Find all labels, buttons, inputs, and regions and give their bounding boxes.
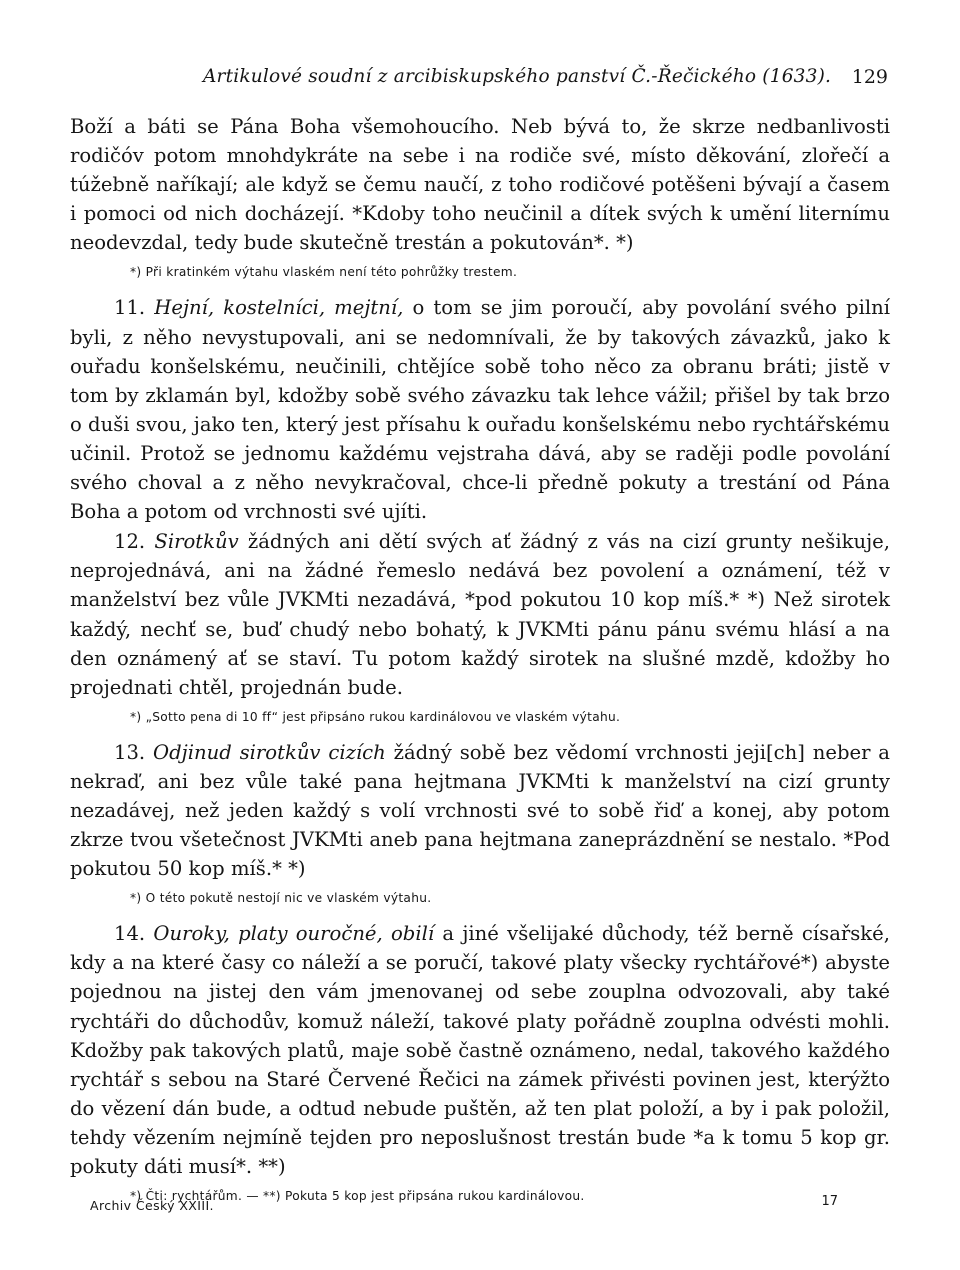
article-11: [70, 293, 890, 526]
article-text: o tom se jim poroučí, aby povolání svého pilní byli, z něho nevystupovali, ani se nedomnívali, že by takových závazků, jako k ouřadu konšelskému, neučinili, chtějíce sobě toho něco za obranu bráti; jistě v tom by zklamán byl, kdožby sobě svého závazku tak lehce vážil; přišel by tak brzo o duši svou, jako ten, který jest přísahu k ouřadu konšelskému nebo rychtářskému učinil. Protož se jednomu každému vejstraha dává, aby se raději podle povolání svého choval a z něho nevykračoval, chce-li předně pokuty a trestání od Pána Boha a potom od vrchnosti své ujíti.: [70, 296, 890, 524]
article-number: 14.: [114, 922, 146, 946]
article-number: 12.: [114, 530, 146, 554]
footnote: *) O této pokutě nestojí nic ve vlaském výtahu.: [130, 891, 432, 906]
article-heading: Ouroky, platy ouročné, obilí: [153, 922, 435, 946]
article-text: a jiné všelijaké důchody, též berně císařské, kdy a na které časy co náleží a se poručí, takové platy všecky rychtářové*) abyste pojednou na jistej den vám jmenovanej od sebe zouplna odvozovali, aby také rychtáři do důchodův, komuž náleží, takové platy pořádně zouplna odvésti mohli. Kdožby pak takových platů, maje sobě častně oznámeno, nedal, takového každého rychtář s sebou na Staré Červené Řečici na zámek přivésti povinen jest, kterýžto do vězení dán bude, a odtud nebude puštěn, až ten plat položí, a by i pak položil, tehdy vězením nejmíně tejden pro neposlušnost trestán bude *a k tomu 5 kop gr. pokuty dáti musí*. **): [70, 922, 890, 1178]
article-heading: Sirotkův: [154, 530, 239, 554]
page-number: 129: [851, 66, 888, 88]
article-number: 11.: [114, 296, 146, 320]
article-number: 13.: [114, 740, 146, 764]
sheet-signature: Archiv Český XXIII.: [90, 1198, 214, 1213]
article-text: žádných ani dětí svých ať žádný z vás na cizí grunty nešikuje, neprojednává, ani na žádné řemeslo nedává bez povolení a oznámení, též v manželství bez vůle JVKMti nezadává, *pod pokutou 10 kop míš.* *) Než sirotek každý, nechť se, buď chudý nebo bohatý, k JVKMti pánu pánu svému hlásí a na den oznámený ať se staví. Tu potom každý sirotek na slušné mzdě, kdožby ho projednati chtěl, projednán bude.: [70, 530, 890, 699]
article-text: žádný sobě bez vědomí vrchnosti jeji[ch] neber a nekraď, ani bez vůle také pana hejtmana JVKMti k manželství na cizí grunty nezadávej, než jeden každý s volí vrchnosti své to sobě řiď a konej, aby potom zkrze tvou všetečnost JVKMti aneb pana hejtmana zaneprázdnění se nestalo. *Pod pokutou 50 kop míš.* *): [70, 740, 890, 881]
article-heading: Odjinud sirotkův cizích: [153, 740, 386, 764]
article-heading: Hejní, kostelníci, mejtní,: [154, 296, 404, 320]
article-12: [70, 527, 890, 702]
page-header: [70, 66, 890, 100]
footnote: *) Při kratinkém výtahu vlaském není této pohrůžky trestem.: [130, 265, 518, 280]
footnote: *) „Sotto pena di 10 ff“ jest připsáno rukou kardinálovou ve vlaském výtahu.: [130, 709, 621, 724]
sheet-number: 17: [821, 1194, 838, 1209]
body-text: [70, 112, 890, 1217]
footnote: *) Čti: rychtářům. — **) Pokuta 5 kop jest připsána rukou kardinálovou.: [130, 1189, 585, 1204]
article-13: [70, 738, 890, 883]
paragraph-continuation: Boží a báti se Pána Boha všemohoucího. Neb bývá to, že skrze nedbanlivosti rodičóv potom mnohdykráte na sebe i na rodiče své, místo děkování, zlořečí a túžebně naříkají; ale když se čemu naučí, z toho rodičové potěšeni bývají a časem i pomoci od nich docházejí. *Kdoby toho neučinil a dítek svých k umění liternímu neodevzdal, tedy bude skutečně trestán a pokutován*. *): [70, 115, 890, 255]
article-14: [70, 919, 890, 1181]
running-title: Artikulové soudní z arcibiskupského panství Č.-Řečického (1633).: [203, 66, 832, 87]
